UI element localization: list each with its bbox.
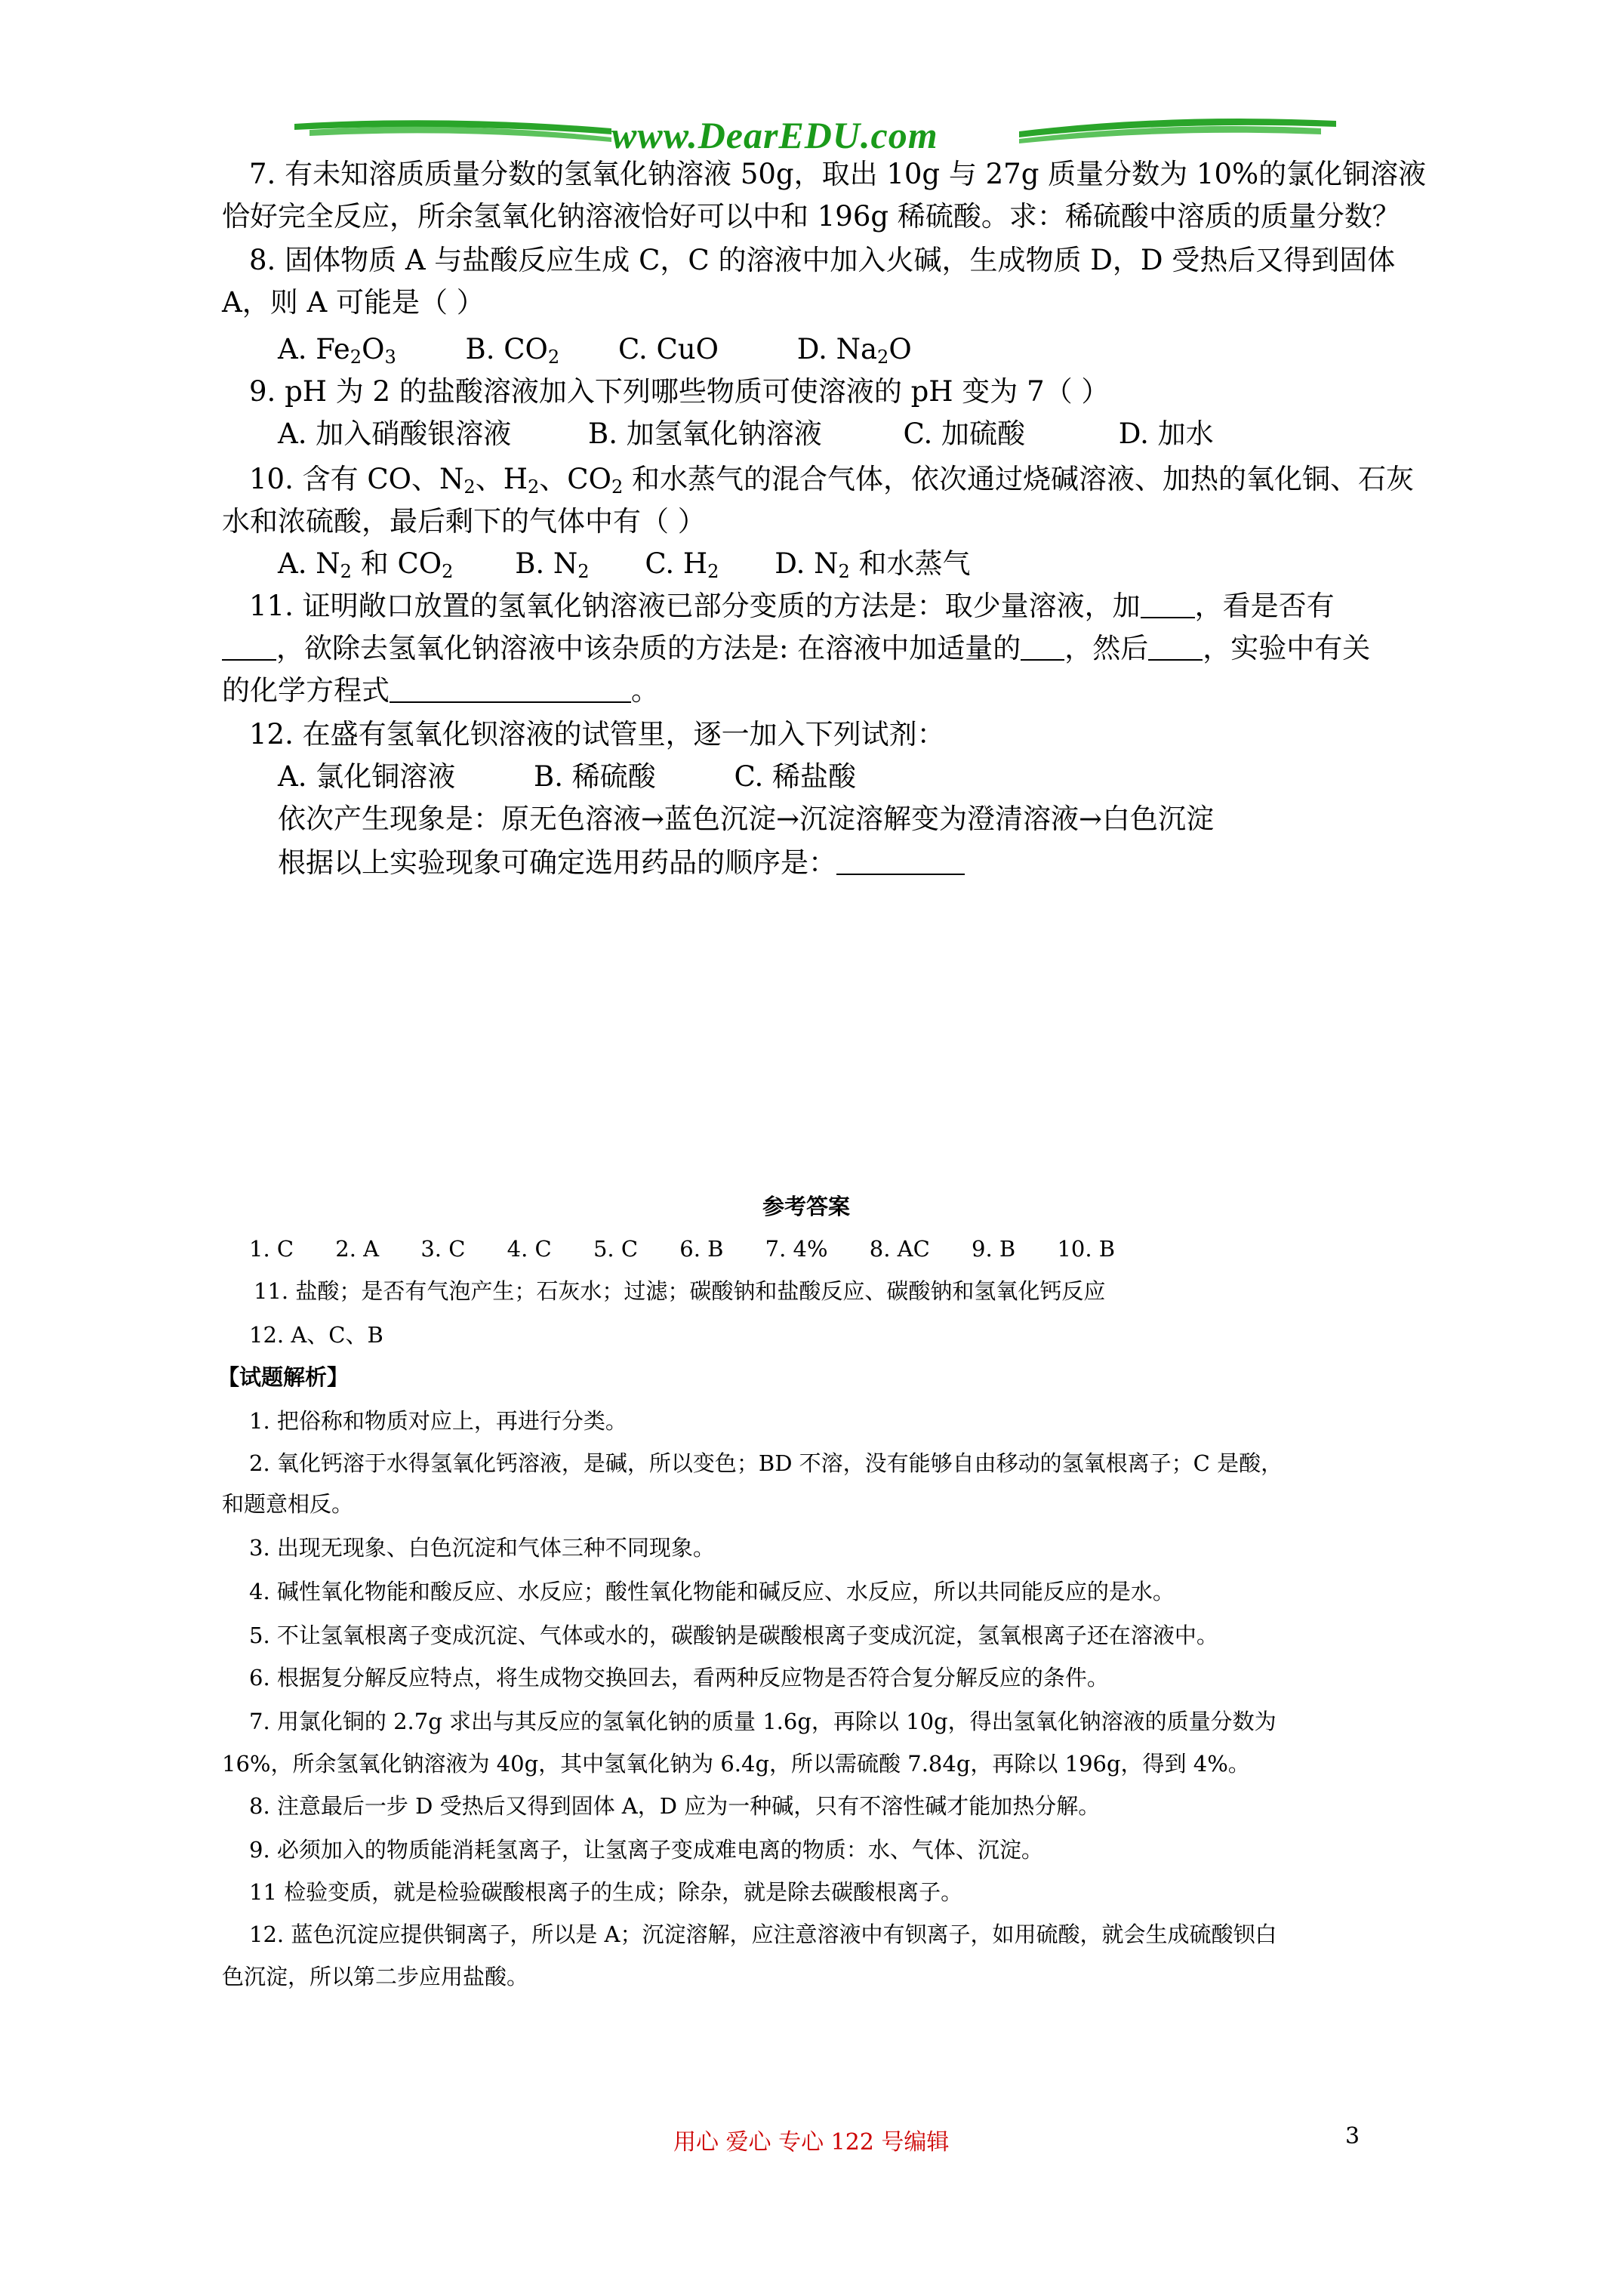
analysis-12-line-1: 12. 蓝色沉淀应提供铜离子，所以是 A；沉淀溶解，应注意溶液中有钡离子，如用硫酸，就会生成硫酸钡白 bbox=[249, 1922, 1277, 1947]
analysis-7-line-1: 7. 用氯化铜的 2.7g 求出与其反应的氢氧化钠的质量 1.6g，再除以 10g，得出氢氧化钠溶液的质量分数为 bbox=[249, 1709, 1277, 1734]
answer-10: 10. B bbox=[1057, 1236, 1116, 1262]
page-number: 3 bbox=[1345, 2123, 1360, 2150]
question-7-line-2: 恰好完全反应，所余氢氧化钠溶液恰好可以中和 196g 稀硫酸。求：稀硫酸中溶质的质量分数？ bbox=[222, 200, 1400, 233]
option-d: D. $N_2$ 和水蒸气 bbox=[775, 547, 971, 582]
answer-11: 11. 盐酸；是否有气泡产生；石灰水；过滤；碳酸钠和盐酸反应、碳酸钠和氢氧化钙反应 bbox=[254, 1278, 1106, 1304]
analysis-9: 9. 必须加入的物质能消耗氢离子，让氢离子变成难电离的物质：水、气体、沉淀。 bbox=[249, 1837, 1043, 1863]
question-10-line-1: 10. 含有 CO、$N_2$、$H_2$、$CO_2$ 和水蒸气的混合气体，依次通过烧碱溶液、加热的氧化铜、石灰 bbox=[249, 463, 1415, 498]
answer-8: 8. AC bbox=[869, 1236, 930, 1262]
question-12-line-3: 依次产生现象是：原无色溶液→蓝色沉淀→沉淀溶解变为澄清溶液→白色沉淀 bbox=[278, 803, 1215, 835]
analysis-3: 3. 出现无现象、白色沉淀和气体三种不同现象。 bbox=[249, 1535, 715, 1561]
question-8-line-1: 8. 固体物质 A 与盐酸反应生成 C，C 的溶液中加入火碱，生成物质 D，D 受热后又得到固体 bbox=[249, 244, 1396, 276]
option-b: B. $CO_2$ bbox=[465, 333, 560, 368]
footer-text: 用心 爱心 专心 122 号编辑 bbox=[673, 2129, 950, 2156]
answer-5: 5. C bbox=[593, 1236, 639, 1262]
option-b: B. 加氢氧化钠溶液 bbox=[588, 418, 822, 450]
question-12-line-1: 12. 在盛有氢氧化钡溶液的试管里，逐一加入下列试剂： bbox=[249, 718, 945, 750]
analysis-4: 4. 碱性氧化物能和酸反应、水反应；酸性氧化物能和碱反应、水反应，所以共同能反应的是水。 bbox=[249, 1579, 1175, 1604]
answer-2: 2. A bbox=[335, 1236, 380, 1262]
question-10-line-2: 水和浓硫酸，最后剩下的气体中有（ ） bbox=[222, 505, 706, 538]
analysis-6: 6. 根据复分解反应特点，将生成物交换回去，看两种反应物是否符合复分解反应的条件。 bbox=[249, 1665, 1109, 1690]
answer-blank[interactable] bbox=[222, 632, 276, 661]
answers-title: 参考答案 bbox=[762, 1194, 851, 1219]
answer-blank[interactable] bbox=[836, 846, 965, 875]
analysis-11: 11 检验变质，就是检验碳酸根离子的生成；除杂，就是除去碳酸根离子。 bbox=[249, 1879, 963, 1905]
question-12-line-4: 根据以上实验现象可确定选用药品的顺序是： bbox=[278, 844, 965, 882]
answer-6: 6. B bbox=[679, 1236, 724, 1262]
answer-9: 9. B bbox=[972, 1236, 1016, 1262]
analysis-8: 8. 注意最后一步 D 受热后又得到固体 A，D 应为一种碱，只有不溶性碱才能加热分解。 bbox=[249, 1793, 1101, 1819]
site-logo: www.DearEDU.com bbox=[611, 114, 938, 156]
option-a: A. 加入硝酸银溶液 bbox=[278, 418, 512, 450]
question-10-options bbox=[278, 545, 971, 583]
answer-4: 4. C bbox=[507, 1236, 552, 1262]
question-8-options bbox=[278, 331, 912, 368]
answer-blank[interactable] bbox=[390, 674, 631, 703]
question-7-line-1: 7. 有未知溶质质量分数的氢氧化钠溶液 50g，取出 10g 与 27g 质量分数为 10%的氯化铜溶液 bbox=[249, 158, 1427, 190]
question-11-line-1: 11. 证明敞口放置的氢氧化钠溶液已部分变质的方法是：取少量溶液，加 ，看是否有 bbox=[249, 590, 1335, 622]
answer-12: 12. A、C、B bbox=[249, 1322, 383, 1348]
analysis-7-line-2: 16%，所余氢氧化钠溶液为 40g，其中氢氧化钠为 6.4g，所以需硫酸 7.84g，再除以 196g，得到 4%。 bbox=[222, 1751, 1250, 1777]
question-9-line-1: 9. pH 为 2 的盐酸溶液加入下列哪些物质可使溶液的 pH 变为 7（ ） bbox=[249, 375, 1110, 408]
answers-list bbox=[249, 1234, 1115, 1264]
answer-1: 1. C bbox=[249, 1236, 294, 1262]
option-c: C. 加硫酸 bbox=[903, 418, 1026, 450]
option-b: B. 稀硫酸 bbox=[534, 760, 656, 793]
answer-3: 3. C bbox=[420, 1236, 466, 1262]
question-9-options bbox=[278, 415, 1214, 453]
analysis-1: 1. 把俗称和物质对应上，再进行分类。 bbox=[249, 1408, 627, 1434]
question-11-line-2: ，欲除去氢氧化钠溶液中该杂质的方法是: 在溶液中加适量的 ，然后 ，实验中有关 bbox=[222, 630, 1370, 667]
option-a: A. $N_2$ 和 $CO_2$ bbox=[278, 547, 454, 582]
answer-blank[interactable] bbox=[1148, 632, 1203, 661]
answer-blank[interactable] bbox=[1021, 632, 1064, 661]
option-c: C. 稀盐酸 bbox=[734, 760, 857, 793]
option-d: D. $Na_2O$ bbox=[796, 333, 912, 368]
answer-7: 7. 4% bbox=[765, 1236, 828, 1262]
option-c: C. $H_2$ bbox=[645, 547, 719, 582]
option-b: B. $N_2$ bbox=[515, 547, 590, 582]
analysis-2-line-2: 和题意相反。 bbox=[222, 1491, 354, 1517]
answer-blank[interactable] bbox=[1141, 590, 1195, 618]
question-8-line-2: A，则 A 可能是（ ） bbox=[222, 286, 485, 319]
question-11-line-3: 的化学方程式 。 bbox=[222, 674, 659, 707]
option-d: D. 加水 bbox=[1118, 418, 1214, 450]
option-c: C. CuO bbox=[617, 333, 719, 365]
option-a: A. 氯化铜溶液 bbox=[278, 760, 456, 793]
analysis-12-line-2: 色沉淀，所以第二步应用盐酸。 bbox=[222, 1964, 529, 1989]
analysis-2-line-1: 2. 氧化钙溶于水得氢氧化钙溶液，是碱，所以变色；BD 不溶，没有能够自由移动的氢氧根离子；C 是酸， bbox=[249, 1450, 1283, 1476]
analysis-5: 5. 不让氢氧根离子变成沉淀、气体或水的，碳酸钠是碳酸根离子变成沉淀，氢氧根离子还在溶液中。 bbox=[249, 1623, 1218, 1648]
question-12-options bbox=[278, 758, 856, 796]
option-a: A. $Fe_2O_3$ bbox=[278, 333, 396, 368]
analysis-title: 【试题解析】 bbox=[217, 1364, 350, 1390]
